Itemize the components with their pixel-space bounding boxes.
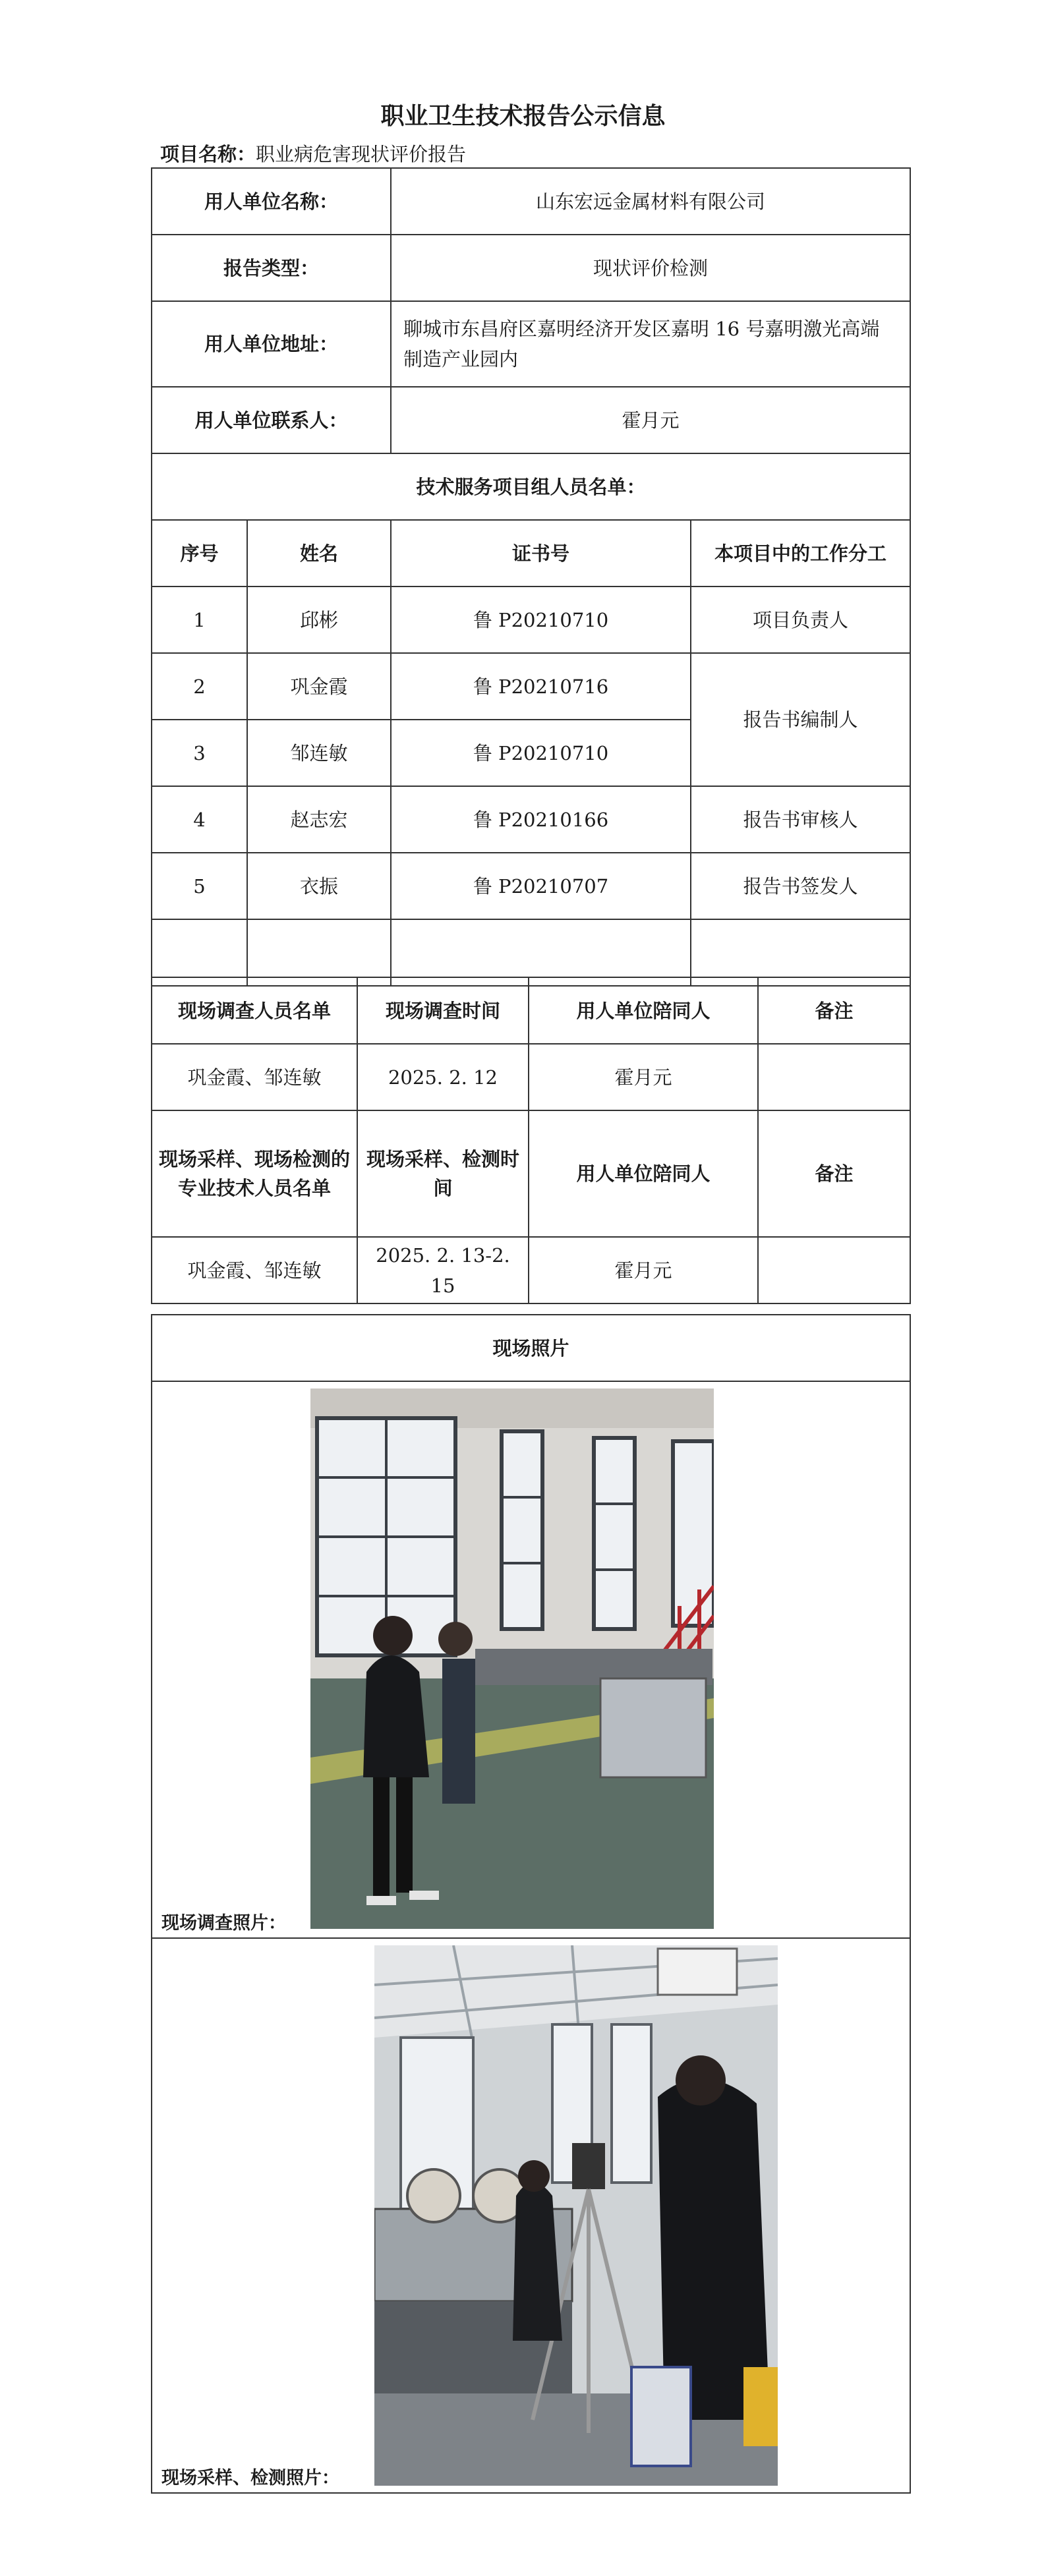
survey-table [151, 977, 911, 1304]
col-header-no: 序号 [152, 520, 247, 587]
report-type: 现状评价检测 [391, 235, 910, 301]
row-role: 报告书编制人 [691, 653, 910, 786]
survey-photo [310, 1388, 714, 1929]
sampling-photo-cell [152, 1938, 910, 2493]
address: 聊城市东昌府区嘉明经济开发区嘉明 16 号嘉明激光高端制造产业园内 [391, 301, 910, 387]
employer-name: 山东宏远金属材料有限公司 [391, 168, 910, 235]
sampling-companion: 霍月元 [529, 1237, 758, 1303]
table-row [152, 786, 910, 853]
row-name: 衣振 [247, 853, 391, 919]
team-heading: 技术服务项目组人员名单： [152, 453, 910, 520]
sampling-staff: 巩金霞、邹连敏 [152, 1237, 357, 1303]
contact-label: 用人单位联系人： [152, 387, 391, 453]
survey-companion-header: 用人单位陪同人 [529, 977, 758, 1044]
row-name: 巩金霞 [247, 653, 391, 720]
row-name: 邱彬 [247, 587, 391, 653]
row-role: 报告书审核人 [691, 786, 910, 853]
survey-time-header: 现场调查时间 [357, 977, 529, 1044]
col-header-role: 本项目中的工作分工 [691, 520, 910, 587]
sampling-photo [374, 1945, 778, 2486]
project-label: 项目名称： [160, 143, 256, 165]
table-row [152, 587, 910, 653]
sampling-companion-header: 用人单位陪同人 [529, 1110, 758, 1237]
row-no: 3 [152, 720, 247, 786]
sampling-note-header: 备注 [758, 1110, 910, 1237]
sampling-staff-header: 现场采样、现场检测的专业技术人员名单 [152, 1110, 357, 1237]
photos-heading: 现场照片 [152, 1315, 910, 1381]
info-table [151, 167, 911, 987]
photos-table [151, 1314, 911, 2494]
row-cert: 鲁 P20210716 [391, 653, 691, 720]
row-cert: 鲁 P20210710 [391, 720, 691, 786]
empty-cell [152, 919, 247, 986]
row-no: 4 [152, 786, 247, 853]
page-title: 职业卫生技术报告公示信息 [380, 103, 666, 130]
row-cert: 鲁 P20210166 [391, 786, 691, 853]
empty-cell [247, 919, 391, 986]
table-row [152, 653, 910, 720]
row-no: 5 [152, 853, 247, 919]
project-value: 职业病危害现状评价报告 [256, 143, 467, 165]
employer-name-label: 用人单位名称： [152, 168, 391, 235]
row-cert: 鲁 P20210710 [391, 587, 691, 653]
survey-note [758, 1044, 910, 1110]
col-header-cert: 证书号 [391, 520, 691, 587]
row-cert: 鲁 P20210707 [391, 853, 691, 919]
sampling-photo-label: 现场采样、检测照片： [161, 2468, 339, 2488]
row-no: 1 [152, 587, 247, 653]
contact: 霍月元 [391, 387, 910, 453]
row-name: 邹连敏 [247, 720, 391, 786]
survey-staff: 巩金霞、邹连敏 [152, 1044, 357, 1110]
report-type-label: 报告类型： [152, 235, 391, 301]
empty-cell [691, 919, 910, 986]
empty-cell [391, 919, 691, 986]
sampling-time-header: 现场采样、检测时间 [357, 1110, 529, 1237]
survey-staff-header: 现场调查人员名单 [152, 977, 357, 1044]
address-label: 用人单位地址： [152, 301, 391, 387]
row-name: 赵志宏 [247, 786, 391, 853]
survey-note-header: 备注 [758, 977, 910, 1044]
empty-row [152, 919, 910, 986]
survey-photo-label: 现场调查照片： [161, 1913, 286, 1933]
row-no: 2 [152, 653, 247, 720]
survey-photo-cell [152, 1381, 910, 1938]
row-role: 项目负责人 [691, 587, 910, 653]
sampling-note [758, 1237, 910, 1303]
row-role: 报告书签发人 [691, 853, 910, 919]
survey-companion: 霍月元 [529, 1044, 758, 1110]
table-row [152, 853, 910, 919]
sampling-time: 2025. 2. 13-2. 15 [357, 1237, 529, 1303]
col-header-name: 姓名 [247, 520, 391, 587]
survey-time: 2025. 2. 12 [357, 1044, 529, 1110]
project-line [160, 140, 466, 167]
